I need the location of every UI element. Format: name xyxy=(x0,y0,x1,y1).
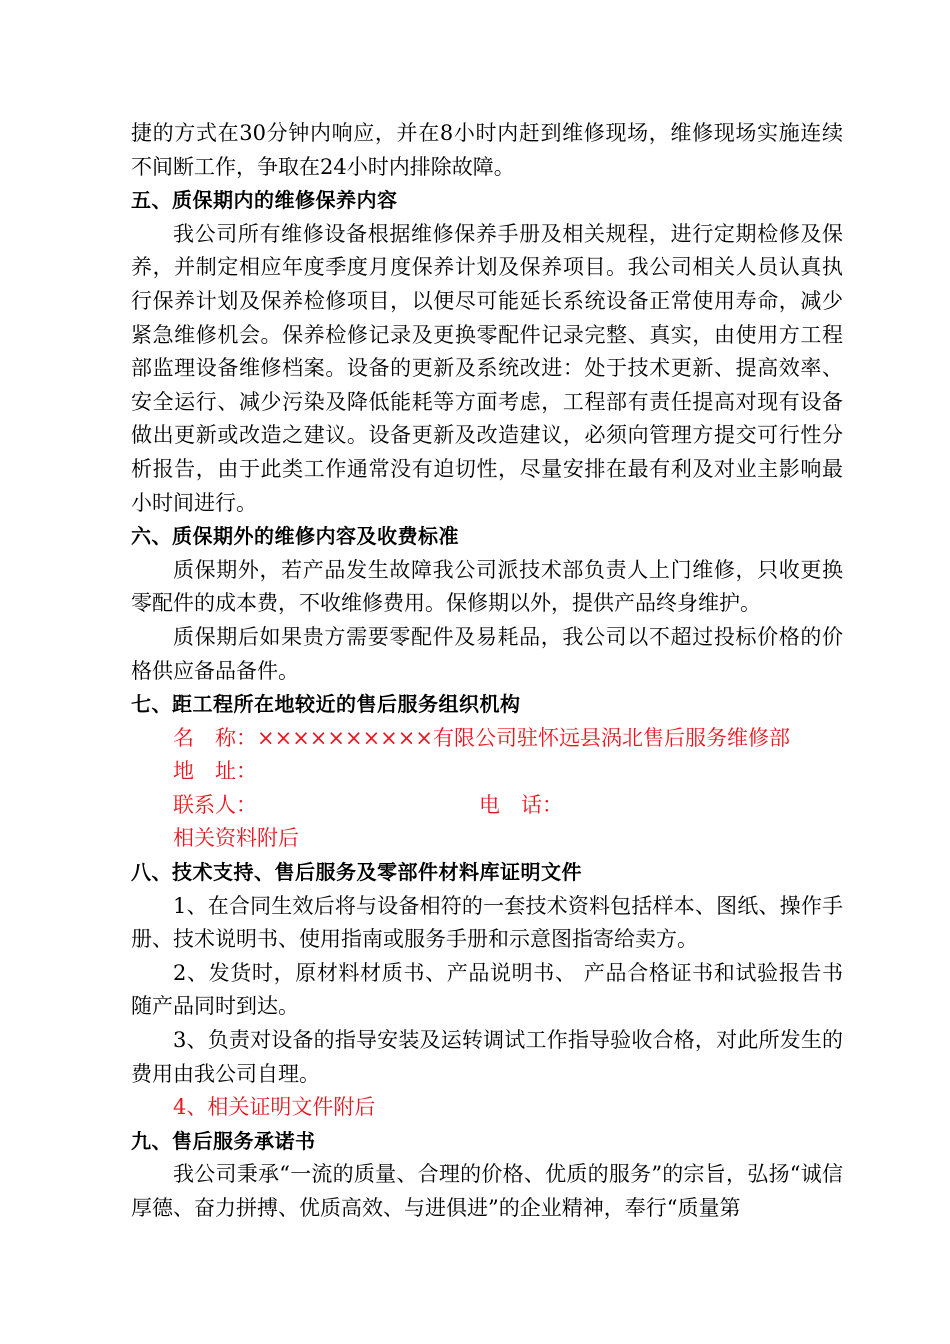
attachment-note-2: 4、相关证明文件附后 xyxy=(173,1095,376,1120)
paragraph-installation: 3、负责对设备的指导安装及运转调试工作指导验收合格，对此所发生的费用由我公司自理。 xyxy=(131,1028,843,1086)
paragraph-out-of-warranty: 质保期外，若产品发生故障我公司派技术部负责人上门维修，只收更换零配件的成本费，不收维修费用。保修期以外，提供产品终身维护。 xyxy=(131,557,843,616)
document-body xyxy=(131,117,843,1226)
org-name-label: 名 称： xyxy=(173,725,257,750)
section-heading-6: 六、质保期外的维修内容及收费标准 xyxy=(131,524,459,549)
section-heading-7: 七、距工程所在地较近的售后服务组织机构 xyxy=(131,692,521,717)
paragraph-response-time: 捷的方式在30分钟内响应，并在8小时内赶到维修现场，维修现场实施连续不间断工作，争取在24小时内排除故障。 xyxy=(131,121,843,179)
org-phone-label: 电 话： xyxy=(479,792,563,817)
section-heading-5: 五、质保期内的维修保养内容 xyxy=(131,188,398,213)
org-contact-line xyxy=(131,789,843,823)
paragraph-maintenance-warranty: 我公司所有维修设备根据维修保养手册及相关规程，进行定期检修及保养，并制定相应年度季度月度保养计划及保养项目。我公司相关人员认真执行保养计划及保养检修项目，以便尽可能延长系统设备正常使用寿命，减少紧急维修机会。保养检修记录及更换零配件记录完整、真实，由使用方工程部监理设备维修档案。设备的更新及系统改进：处于技术更新、提高效率、安全运行、减少污染及降低能耗等方面考虑，工程部有责任提高对现有设备做出更新或改造之建议。设备更新及改造建议，必须向管理方提交可行性分析报告，由于此类工作通常没有迫切性，尽量安排在最有利及对业主影响最小时间进行。 xyxy=(131,221,843,515)
section-heading-8: 八、技术支持、售后服务及零部件材料库证明文件 xyxy=(131,860,582,885)
org-name-line xyxy=(131,722,843,756)
paragraph-spare-parts: 质保期后如果贵方需要零配件及易耗品，我公司以不超过投标价格的价格供应备品备件。 xyxy=(131,624,843,683)
paragraph-shipping-docs: 2、发货时，原材料材质书、产品说明书、 产品合格证书和试验报告书随产品同时到达。 xyxy=(131,960,843,1019)
paragraph-tech-docs: 1、在合同生效后将与设备相符的一套技术资料包括样本、图纸、操作手册、技术说明书、使用指南或服务手册和示意图指寄给卖方。 xyxy=(131,893,843,952)
paragraph-commitment: 我公司秉承“一流的质量、合理的价格、优质的服务”的宗旨，弘扬“诚信厚德、奋力拼搏、优质高效、与进俱进”的企业精神，奉行“质量第 xyxy=(131,1162,843,1220)
section-heading-9: 九、售后服务承诺书 xyxy=(131,1128,316,1153)
org-address-line xyxy=(131,755,843,789)
org-contact-label: 联系人： xyxy=(173,792,257,817)
attachment-note-1: 相关资料附后 xyxy=(173,826,299,851)
org-address-label: 地 址： xyxy=(173,759,257,784)
org-name-value: ××××××××××有限公司驻怀远县涡北售后服务维修部 xyxy=(257,725,790,750)
